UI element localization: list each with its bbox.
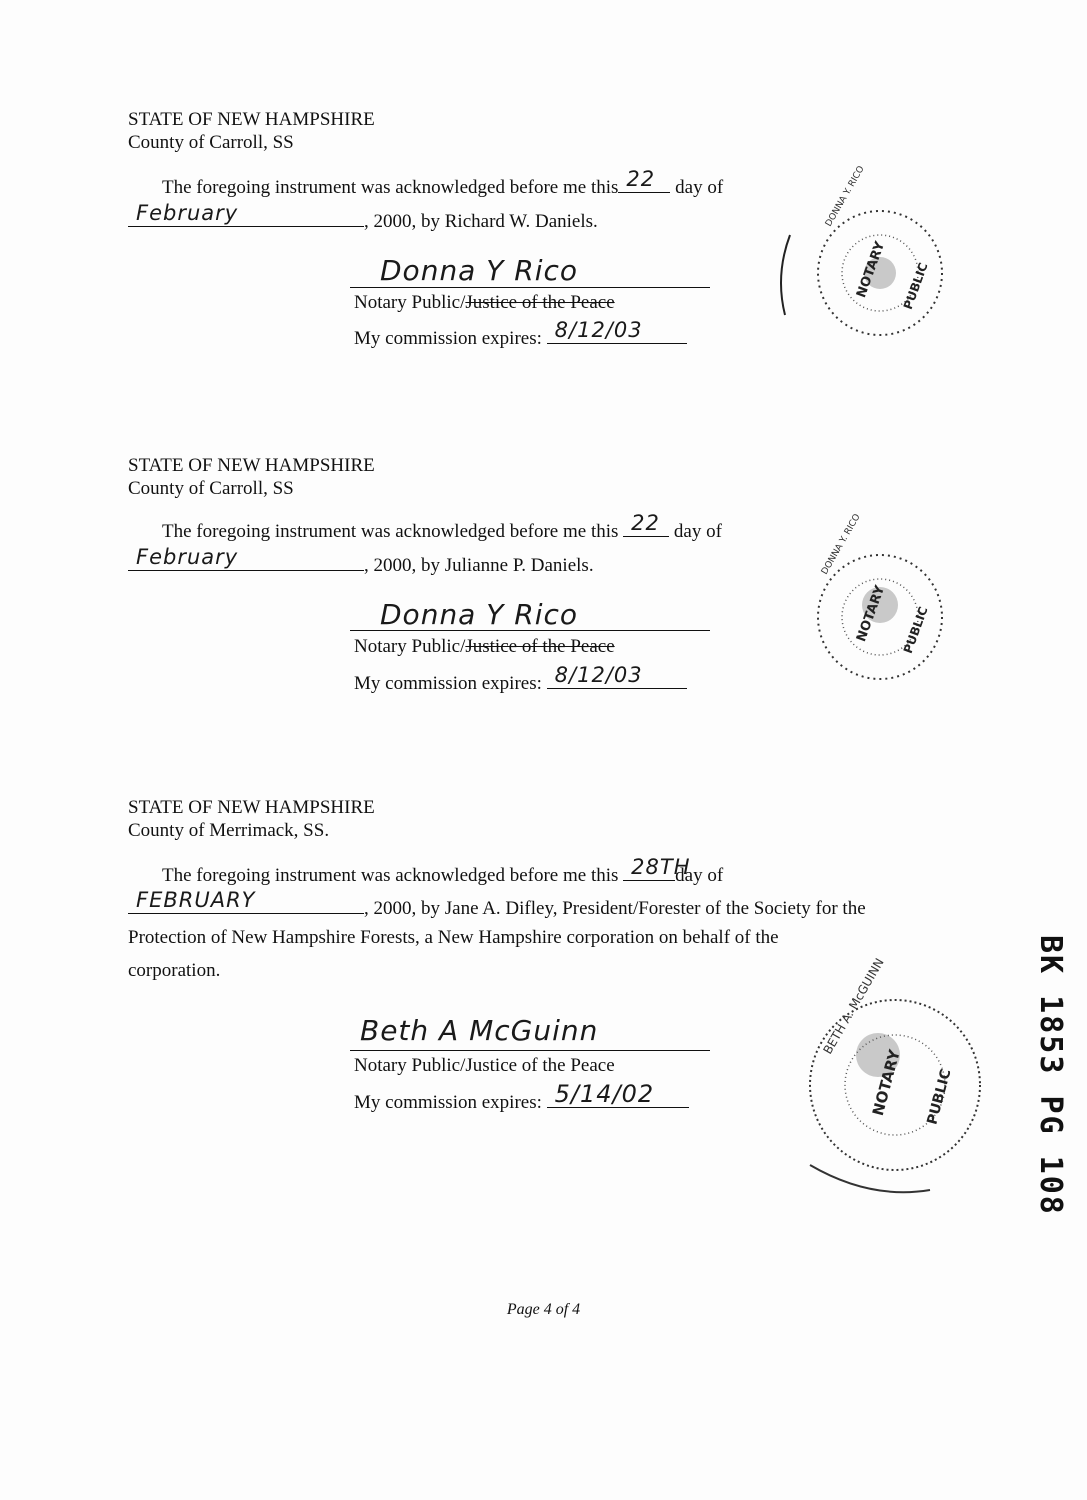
notary-title: Notary Public/Justice of the Peace — [354, 1055, 615, 1076]
body-line-3: corporation. — [128, 960, 221, 981]
signature-line — [350, 1050, 710, 1051]
state-heading: STATE OF NEW HAMPSHIRE — [128, 109, 375, 130]
seal-center-text: NOTARY — [868, 1047, 904, 1118]
seal-center-text: NOTARY — [854, 583, 889, 644]
expires-label: My commission expires: — [354, 673, 542, 694]
seal-right-text: PUBLIC — [900, 604, 931, 656]
ack-text: The foregoing instrument was acknowledged before me this — [162, 865, 619, 886]
expires-handwritten: 8/12/03 — [554, 663, 643, 687]
state-heading: STATE OF NEW HAMPSHIRE — [128, 455, 375, 476]
expires-handwritten: 8/12/03 — [554, 318, 643, 342]
day-handwritten: 22 — [626, 167, 656, 191]
county-line: County of Merrimack, SS. — [128, 820, 330, 841]
state-heading: STATE OF NEW HAMPSHIRE — [128, 797, 375, 818]
jp-struck: Justice of the Peace — [465, 636, 615, 657]
signature-line — [350, 287, 710, 288]
seal-center-text: NOTARY — [854, 239, 889, 300]
seal-right-text: PUBLIC — [900, 260, 931, 312]
day-blank — [623, 511, 669, 537]
month-line — [128, 201, 598, 233]
notary-label: Notary Public/ — [354, 292, 466, 313]
day-handwritten: 22 — [631, 511, 660, 535]
notary-title — [354, 291, 615, 314]
expires-blank — [547, 318, 687, 344]
body-line-2: Protection of New Hampshire Forests, a New Hampshire corporation on behalf of the — [128, 927, 779, 948]
day-handwritten: 28TH — [631, 855, 691, 879]
page-footer: Page 4 of 4 — [506, 1301, 581, 1318]
county-line: County of Carroll, SS — [128, 132, 294, 153]
year-text: , 2000, by Julianne P. Daniels. — [364, 555, 594, 576]
commission-line — [354, 663, 687, 695]
month-blank — [128, 545, 364, 571]
notary-seal-1 — [770, 164, 955, 345]
seal-name-text: DONNA Y. RICO — [819, 512, 863, 577]
book-page-stamp: BK 1853 PG 108 — [1033, 935, 1068, 1216]
year-text: , 2000, by Jane A. Difley, President/Forester of the Society for the — [364, 898, 866, 919]
seal-name-text: DONNA Y. RICO — [823, 164, 867, 229]
month-line — [128, 888, 866, 920]
signature-handwritten: Donna Y Rico — [380, 254, 579, 287]
seal-right-text: PUBLIC — [924, 1067, 955, 1127]
seal-name-text: BETH A. McGUINN — [820, 955, 887, 1057]
month-handwritten: FEBRUARY — [136, 888, 256, 912]
ack-sentence — [162, 855, 724, 887]
month-line — [128, 545, 594, 577]
notary-title — [354, 635, 615, 658]
month-handwritten: February — [136, 545, 239, 569]
commission-line — [354, 1080, 689, 1114]
day-blank — [623, 855, 691, 881]
ack-text: The foregoing instrument was acknowledged before me this — [162, 521, 619, 542]
month-handwritten: February — [136, 201, 239, 225]
ack-sentence — [162, 511, 722, 543]
county-line: County of Carroll, SS — [128, 478, 294, 499]
ack-text: The foregoing instrument was acknowledged before me this — [162, 177, 619, 198]
expires-label: My commission expires: — [354, 328, 542, 349]
day-blank — [618, 167, 670, 193]
notary-seal-3 — [790, 955, 1000, 1195]
year-text: , 2000, by Richard W. Daniels. — [364, 211, 598, 232]
jp-struck: Justice of the Peace — [465, 292, 615, 313]
day-of-text: day of — [675, 177, 724, 198]
signature-handwritten: Donna Y Rico — [380, 598, 579, 631]
expires-blank — [547, 1080, 689, 1108]
month-blank — [128, 888, 364, 914]
commission-line — [354, 318, 687, 350]
day-of-text: day of — [675, 865, 724, 886]
day-of-text: day of — [673, 521, 722, 542]
ack-sentence — [162, 167, 724, 199]
expires-handwritten: 5/14/02 — [554, 1080, 655, 1108]
expires-label: My commission expires: — [354, 1092, 542, 1113]
notary-seal-2 — [770, 512, 970, 695]
expires-blank — [547, 663, 687, 689]
signature-handwritten: Beth A McGuinn — [360, 1014, 599, 1047]
notary-label: Notary Public/ — [354, 636, 466, 657]
month-blank — [128, 201, 364, 227]
